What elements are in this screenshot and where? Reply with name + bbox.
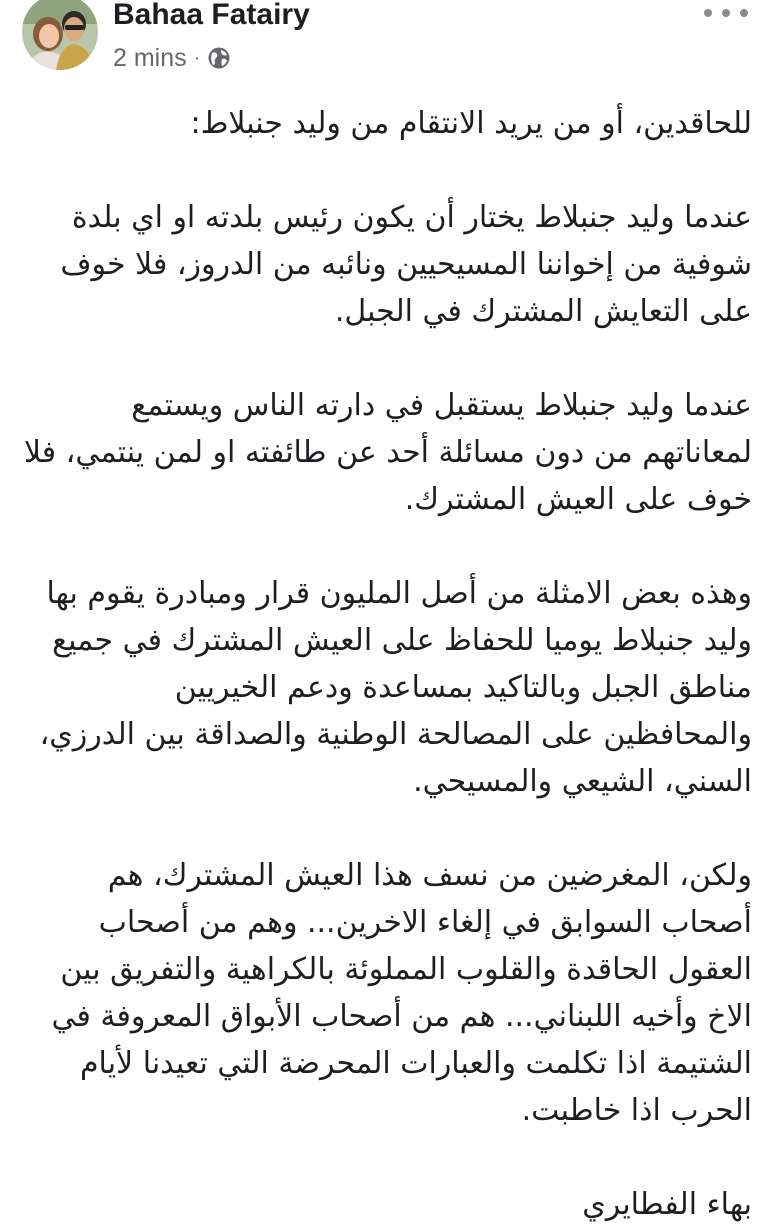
post-paragraph: وهذه بعض الامثلة من أصل المليون قرار ومبادرة يقوم بها وليد جنبلاط يوميا للحفاظ على العيش المشترك في جميع مناطق الجبل وبالتاكيد بمساعدة ودعم الخيريين والمحافظين على المصالحة الوطنية والصداقة بين الدرزي، السني، الشيعي والمسيحي.	[39, 576, 752, 799]
avatar-photo	[22, 0, 98, 70]
post-paragraph: للحاقدين، أو من يريد الانتقام من وليد جنبلاط:	[190, 106, 752, 141]
more-dot	[722, 9, 730, 17]
post-paragraph: ولكن، المغرضين من نسف هذا العيش المشترك، هم أصحاب السوابق في إلغاء الاخرين... وهم من أصحاب العقول الحاقدة والقلوب المملوئة بالكراهية والتفريق بين الاخ وأخيه اللبناني... هم من أصحاب الأبواق المعروفة في الشتيمة اذا تكلمت والعبارات المحرضة التي تعيدنا لأيام الحرب اذا خاطبت.	[51, 858, 752, 1128]
post-paragraph: عندما وليد جنبلاط يختار أن يكون رئيس بلدته او اي بلدة شوفية من إخواننا المسيحيين ونائبه من الدروز، فلا خوف على التعايش المشترك في الجبل.	[60, 200, 752, 329]
post-body	[20, 100, 752, 1228]
post-signature: بهاء الفطايري	[582, 1187, 752, 1222]
more-options-button[interactable]	[704, 0, 748, 28]
post-paragraph: عندما وليد جنبلاط يستقبل في دارته الناس ويستمع لمعاناتهم من دون مسائلة أحد عن طائفته او لمن ينتمي، فلا خوف على العيش المشترك.	[23, 388, 752, 517]
post-meta	[113, 42, 231, 74]
more-dot	[740, 9, 748, 17]
meta-separator: ·	[193, 46, 201, 69]
more-dot	[704, 9, 712, 17]
avatar[interactable]	[22, 0, 98, 70]
globe-icon[interactable]	[207, 46, 231, 70]
author-name[interactable]: Bahaa Fatairy	[113, 0, 310, 31]
post-header	[0, 0, 770, 80]
post-timestamp[interactable]: 2 mins	[113, 43, 187, 72]
